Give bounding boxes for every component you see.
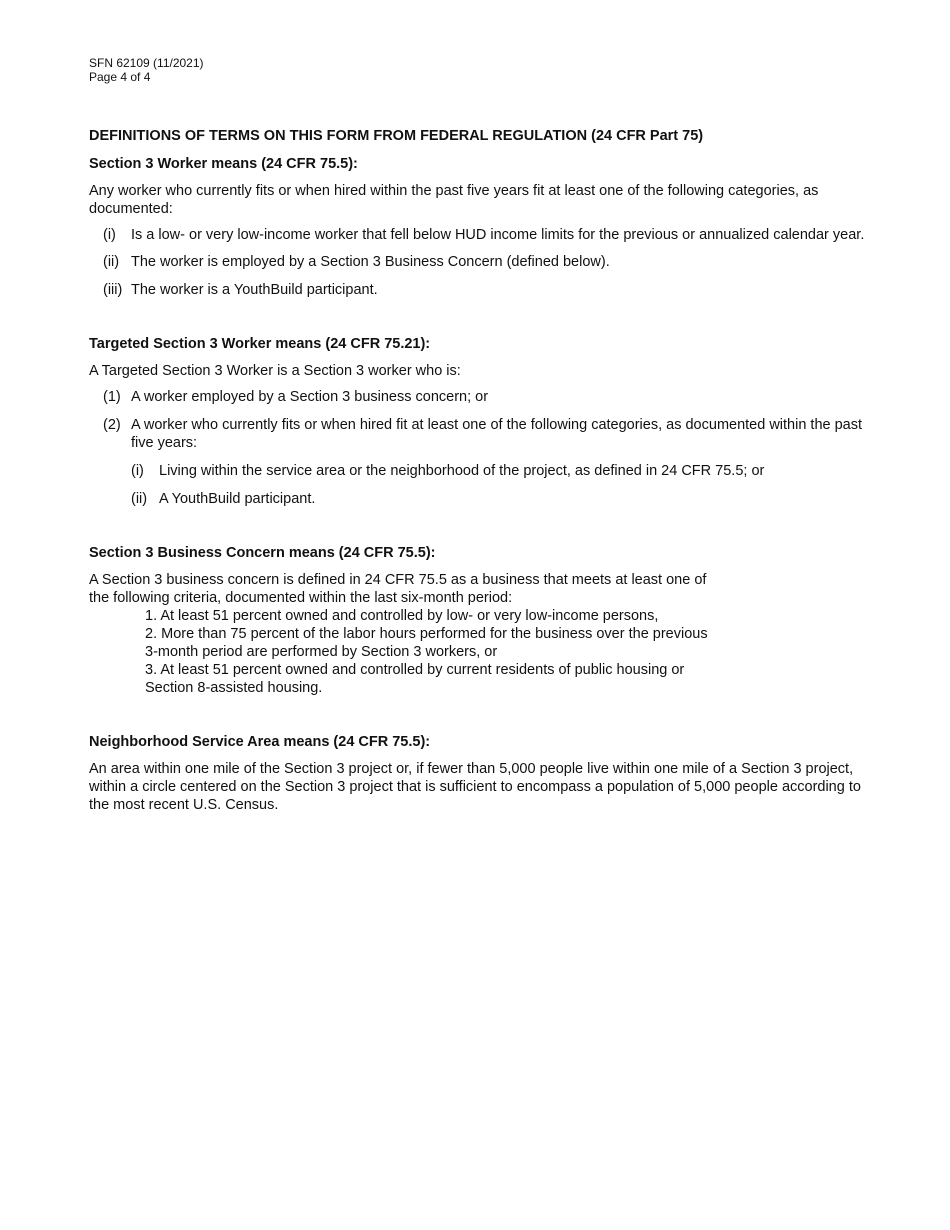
business-concern-intro-line: the following criteria, documented within the last six-month period: (89, 590, 513, 606)
list-marker: (1) (103, 389, 121, 405)
section3-worker-list (89, 226, 869, 299)
service-area-text: An area within one mile of the Section 3 project or, if fewer than 5,000 people live within one mile of a Section 3 project, within a circle centered on the Section 3 project that is sufficient to encompass a population of 5,000 people according to the most recent U.S. Census. (89, 761, 861, 813)
business-concern-intro-line: A Section 3 business concern is defined in 24 CFR 75.5 as a business that meets at least one of (89, 572, 707, 588)
list-marker: (2) (103, 417, 121, 433)
document-page (89, 56, 869, 814)
criteria-line: 3-month period are performed by Section 3 workers, or (145, 644, 498, 660)
list-item-text: The worker is employed by a Section 3 Business Concern (defined below). (131, 254, 610, 270)
list-item (131, 490, 869, 508)
criteria-line: Section 8-assisted housing. (145, 680, 323, 696)
business-concern-intro (89, 571, 869, 607)
main-heading: DEFINITIONS OF TERMS ON THIS FORM FROM FEDERAL REGULATION (24 CFR Part 75) (89, 128, 704, 144)
list-marker: (iii) (103, 282, 123, 298)
targeted-worker-sublist (103, 462, 869, 508)
targeted-worker-intro: A Targeted Section 3 Worker is a Section 3 worker who is: (89, 363, 461, 379)
list-item-text: The worker is a YouthBuild participant. (131, 282, 378, 298)
list-marker: (ii) (131, 491, 148, 507)
section3-worker-heading: Section 3 Worker means (24 CFR 75.5): (89, 156, 358, 172)
criteria-line: 3. At least 51 percent owned and controlled by current residents of public housing or (145, 662, 685, 678)
list-item (131, 462, 869, 480)
list-marker: (ii) (103, 254, 120, 270)
list-item (103, 281, 869, 299)
targeted-worker-list (89, 388, 869, 508)
business-concern-heading: Section 3 Business Concern means (24 CFR 75.5): (89, 545, 436, 561)
criteria-line: 2. More than 75 percent of the labor hours performed for the business over the previous (145, 626, 708, 642)
list-item (103, 226, 869, 244)
section3-worker-intro: Any worker who currently fits or when hired within the past five years fit at least one of the following categories, as documented: (89, 183, 819, 217)
targeted-worker-heading: Targeted Section 3 Worker means (24 CFR 75.21): (89, 336, 431, 352)
list-marker: (i) (103, 227, 116, 243)
criteria-line: 1. At least 51 percent owned and controlled by low- or very low-income persons, (145, 608, 659, 624)
list-item-text: A YouthBuild participant. (159, 491, 316, 507)
list-item-text: A worker who currently fits or when hired fit at least one of the following categories, as documented within the past five years: (131, 417, 863, 451)
service-area-heading: Neighborhood Service Area means (24 CFR 75.5): (89, 734, 431, 750)
list-item (103, 253, 869, 271)
list-item (103, 416, 869, 452)
list-item-text: Is a low- or very low-income worker that fell below HUD income limits for the previous or annualized calendar year. (131, 227, 865, 243)
list-item-text: A worker employed by a Section 3 business concern; or (131, 389, 489, 405)
list-item-text: Living within the service area or the neighborhood of the project, as defined in 24 CFR 75.5; or (159, 463, 765, 479)
list-marker: (i) (131, 463, 144, 479)
list-item (103, 388, 869, 406)
form-id: SFN 62109 (11/2021) (89, 56, 204, 70)
business-concern-criteria (89, 607, 869, 697)
page-number: Page 4 of 4 (89, 70, 151, 84)
